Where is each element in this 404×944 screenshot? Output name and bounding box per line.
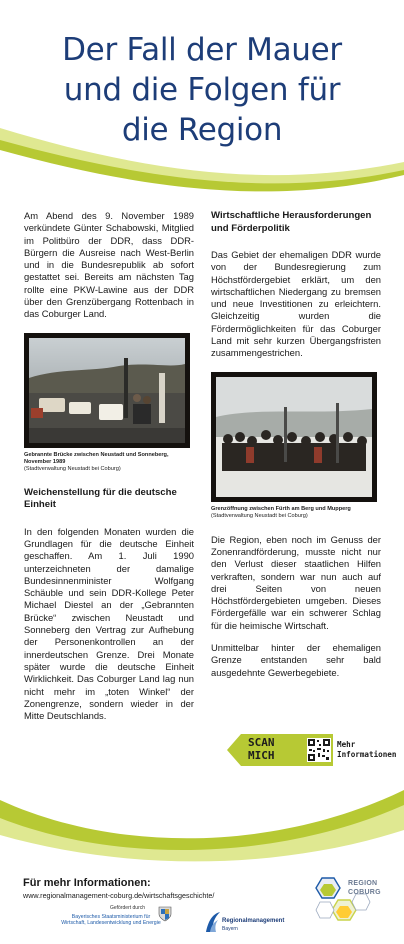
region-logo-line-1: REGION bbox=[348, 880, 378, 887]
photo1-caption bbox=[24, 452, 194, 473]
intro-paragraph: Am Abend des 9. November 1989 verkündete Günter Schabowski, Mitglied im Politbüro der DDR, dass DDR-Bürgern die Ausreise nach West-Berlin und in die Bundesrepublik ab sofort gestattet sei. Bereits am nächsten Tag rollte eine PKW-Lawine aus der DDR über den Grenzübergang Rottenbach in das Coburger Land. bbox=[24, 210, 194, 320]
scan-line-2: MICH bbox=[248, 748, 275, 762]
regionalmanagement-name: Regionalmanagement bbox=[222, 918, 285, 924]
mehr-line-1: Mehr bbox=[337, 740, 356, 749]
regionalmanagement-sub: Bayern bbox=[222, 926, 238, 932]
ministry-line-2: Wirtschaft, Landesentwicklung und Energie bbox=[61, 920, 161, 927]
photo1-caption-source: (Stadtverwaltung Neustadt bei Coburg) bbox=[24, 465, 121, 472]
ministry-name bbox=[46, 914, 176, 927]
title-line-3: die Region bbox=[121, 112, 283, 148]
scan-mich-text bbox=[248, 737, 275, 762]
title-line-2: und die Folgen für bbox=[63, 72, 341, 108]
scan-mich-badge[interactable] bbox=[227, 734, 397, 766]
photo1-caption-title: Gebrannte Brücke zwischen Neustadt und Sonneberg, November 1989 bbox=[24, 451, 169, 465]
photo2-caption bbox=[211, 506, 381, 520]
photo-grenzoeffnung bbox=[211, 372, 377, 502]
regionalmanagement-logo-icon bbox=[204, 910, 222, 934]
photo2-caption-title: Grenzöffnung zwischen Fürth am Berg und Mupperg bbox=[211, 505, 351, 512]
mehr-line-2: Informationen bbox=[337, 750, 397, 759]
section-heading-einheit: Weichenstellung für die deutsche Einheit bbox=[24, 486, 177, 511]
ministry-line-1: Bayerisches Staatsministerium für bbox=[71, 914, 151, 920]
region-paragraph: Die Region, eben noch im Genuss der Zonenrandförderung, musste nicht nur den Verlust dieser staatlichen Hilfen verkraften, sondern war nun auch auf drei Seiten von neuen Höchstfördergebieten umgeben. Dieses Fördergefälle war ein schwerer Schlag für die heimische Wirtschaft. bbox=[211, 533, 381, 631]
qr-code-icon bbox=[307, 738, 331, 762]
page-title bbox=[0, 30, 404, 150]
section-heading-wirtschaft: Wirtschaftliche Herausforderungen und Förderpolitik bbox=[211, 210, 372, 234]
region-logo-line-2: COBURG bbox=[348, 888, 381, 896]
region-coburg-logo-text bbox=[348, 880, 381, 897]
wirtschaft-paragraph: Das Gebiet der ehemaligen DDR wurde von der Bundesregierung zum Höchstfördergebiet erklärt, um den wirtschaftlichen Niedergang zu bremsen und neue Investitionen zu erleichtern. Gleichzeitig wurden die Fördermöglichkeiten für das Coburger Land mit sehr kurzen Übergangsfristen zusammengestrichen. bbox=[211, 249, 381, 359]
right-column bbox=[211, 210, 381, 689]
title-line-1: Der Fall der Mauer bbox=[62, 32, 342, 68]
gewerbegebiete-paragraph: Unmittelbar hinter der ehemaligen Grenze entstanden sehr bald ausgedehnte Gewerbegebiete. bbox=[211, 642, 381, 678]
photo2-caption-source: (Stadtverwaltung Neustadt bei Coburg) bbox=[211, 512, 308, 519]
mehr-informationen-label bbox=[337, 740, 396, 760]
funded-by-label: Gefördert durch bbox=[110, 905, 146, 911]
left-column bbox=[24, 210, 194, 732]
einheit-paragraph: In den folgenden Monaten wurden die Grundlagen für die deutsche Einheit geschaffen. Am 1. Juli 1990 unterzeichneten der damalige Bundesinnenminister Wolfgang Schäuble und sein DDR-Kollege Peter Michael Diestel an der „Gebrannten Brücke“ zwischen Neustadt und Sonneberg den Vertrag zur Aufhebung der Personenkontrollen an der innerdeutschen Grenze. Drei Monate später wurde die deutsche Einheit Wirklichkeit. Das Coburger Land lag nun nicht mehr im „toten Winkel“ der Zonengrenze, sondern wieder in der Mitte Deutschlands. bbox=[24, 525, 194, 722]
bottom-green-swoosh bbox=[0, 760, 404, 870]
info-title: Für mehr Informationen: bbox=[23, 877, 151, 889]
photo-gebrannte-bruecke bbox=[24, 333, 190, 448]
info-url-link[interactable]: www.regionalmanagement-coburg.de/wirtschaftsgeschichte/ bbox=[23, 891, 215, 900]
scan-line-1: SCAN bbox=[248, 736, 275, 749]
